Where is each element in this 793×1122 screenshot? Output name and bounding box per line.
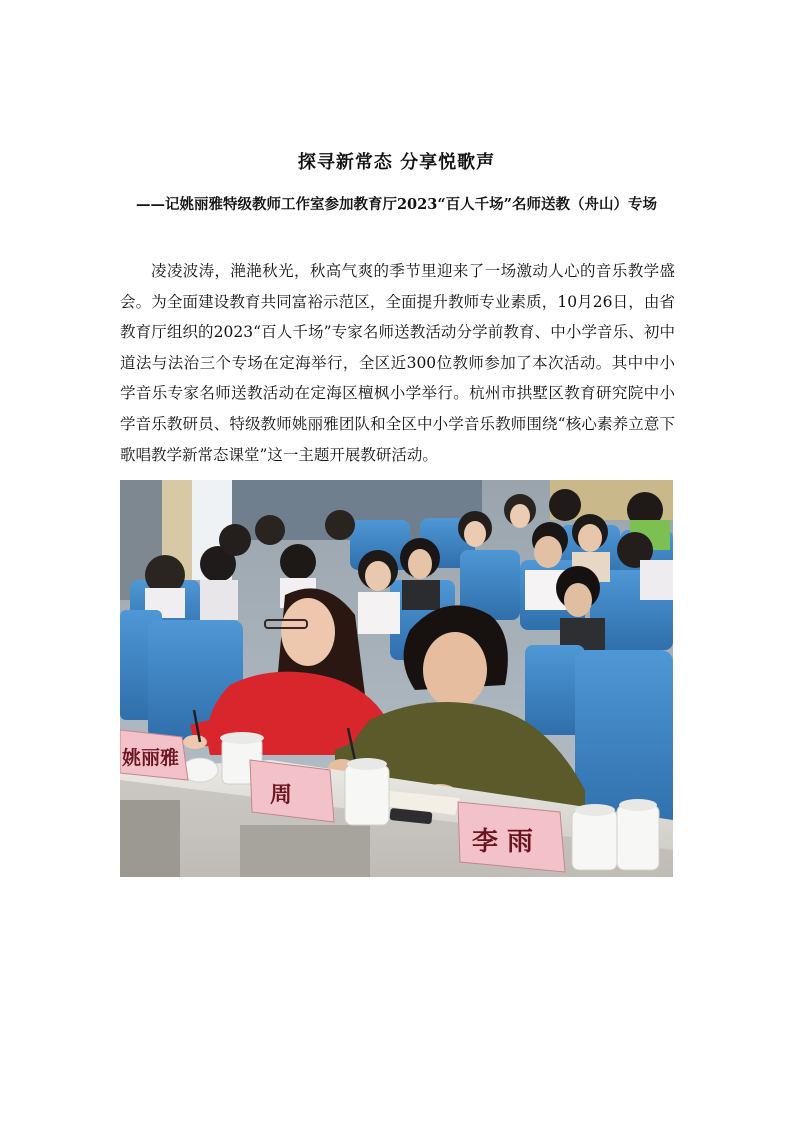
event-photo-illustration <box>120 480 673 877</box>
name-card-3 <box>458 802 565 872</box>
article-paragraph: 凌凌波涛，滟滟秋光，秋高气爽的季节里迎来了一场激动人心的音乐教学盛会。为全面建设教育共同富裕示范区，全面提升教师专业素质，10月26日，由省教育厅组织的2023“百人千场”专家名师送教活动分学前教育、中小学音乐、初中道法与法治三个专场在定海举行，全区近300位教师参加了本次活动。其中中小学音乐专家名师送教活动在定海区檀枫小学举行。杭州市拱墅区教育研究院中小学音乐教研员、特级教师姚丽雅团队和全区中小学音乐教师围绕“核心素养立意下歌唱教学新常态课堂”这一主题开展教研活动。 <box>120 262 675 464</box>
name-card-1 <box>120 730 188 780</box>
name-card-2 <box>250 760 334 822</box>
name-card-text-3: 李 雨 <box>472 827 534 857</box>
name-card-text-1: 姚丽雅 <box>122 747 180 769</box>
page-subtitle: ——记姚丽雅特级教师工作室参加教育厅2023“百人千场”名师送教（舟山）专场 <box>135 196 658 213</box>
page-title: 探寻新常态 分享悦歌声 <box>297 152 496 173</box>
event-photo <box>120 480 673 877</box>
article-body <box>120 256 675 470</box>
name-card-text-2: 周 <box>270 782 293 808</box>
